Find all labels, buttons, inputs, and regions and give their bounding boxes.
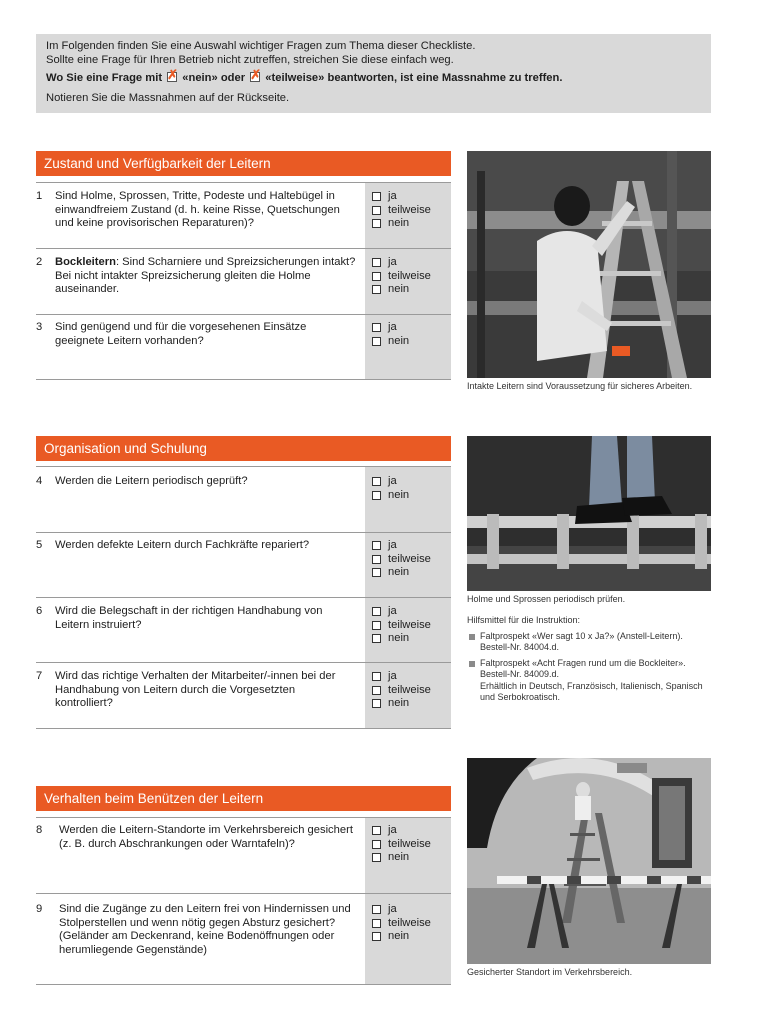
question-number: 3: [36, 321, 43, 333]
option-label: nein: [388, 566, 410, 579]
checkbox[interactable]: [372, 477, 381, 486]
answer-options-7: [372, 670, 431, 711]
question-number: 2: [36, 256, 43, 268]
question-text: Wird das richtige Verhalten der Mitarbeiter/-innen bei der Handhabung von Leitern durch die Vorgesetzten kontrolliert?: [55, 670, 336, 710]
question-text: [55, 256, 356, 297]
divider: [36, 817, 451, 818]
photo-ladder-inspection-image: [467, 436, 711, 591]
option-ja[interactable]: [372, 605, 431, 619]
divider: [36, 728, 451, 729]
hilfsmittel-item-2-line-3: Erhältlich in Deutsch, Französisch, Italienisch, Spanisch und Serbokroatisch.: [480, 680, 703, 702]
answer-options-4: [372, 475, 409, 502]
caption-photo-2: Holme und Sprossen periodisch prüfen.: [467, 594, 626, 604]
option-label: teilweise: [388, 269, 431, 282]
question-number: 1: [36, 190, 43, 202]
question-text: Sind Holme, Sprossen, Tritte, Podeste und Haltebügel in einwandfreiem Zustand (d. h. keine Risse, Quetschungen und keine provisorischen Reparaturen)?: [55, 190, 340, 230]
photo-ladder-worker: [467, 151, 711, 378]
option-label: ja: [388, 670, 397, 682]
photo-ladder-worker-image: [467, 151, 711, 378]
cross-mark-icon: ✗: [167, 67, 179, 82]
option-ja[interactable]: [372, 539, 431, 553]
question-text: Sind genügend und für die vorgesehenen Einsätze geeignete Leitern vorhanden?: [55, 321, 307, 347]
hilfsmittel-item-1-line-2: Bestell-Nr. 84004.d.: [480, 642, 560, 652]
option-nein[interactable]: [372, 697, 431, 711]
question-number: 4: [36, 475, 43, 487]
bullet-square-icon: [469, 661, 475, 667]
divider: [36, 597, 451, 598]
option-label: teilweise: [388, 683, 431, 696]
option-label: nein: [388, 930, 410, 943]
option-ja[interactable]: [372, 475, 409, 489]
intro-line-1: Im Folgenden finden Sie eine Auswahl wichtiger Fragen zum Thema dieser Checkliste.: [46, 40, 476, 52]
option-teilweise[interactable]: [372, 553, 431, 567]
intro-line-4: Notieren Sie die Massnahmen auf der Rückseite.: [46, 92, 290, 104]
question-5: [36, 539, 356, 553]
checkbox[interactable]: [372, 192, 381, 201]
hilfsmittel-item-2-line-1: Faltprospekt «Acht Fragen rund um die Bockleiter».: [480, 657, 686, 668]
intro-instruction: [46, 67, 701, 85]
checkbox[interactable]: [372, 337, 381, 346]
intro-bold-c: «teilweise» beantworten, ist eine Massnahme zu treffen.: [265, 72, 563, 84]
checkbox[interactable]: [372, 285, 381, 294]
option-label: ja: [388, 824, 397, 836]
option-label: nein: [388, 488, 410, 501]
divider: [36, 893, 451, 894]
option-label: nein: [388, 632, 410, 645]
divider: [36, 466, 451, 467]
checkbox[interactable]: [372, 541, 381, 550]
divider: [36, 379, 451, 380]
option-nein[interactable]: [372, 283, 431, 297]
answer-options-2: [372, 256, 431, 297]
question-bold-term: Bockleitern: [55, 256, 116, 268]
option-nein[interactable]: [372, 335, 409, 349]
photo-secured-ladder-street: [467, 758, 711, 964]
option-teilweise[interactable]: [372, 838, 431, 852]
option-label: teilweise: [388, 618, 431, 631]
section-header-organisation: Organisation und Schulung: [36, 436, 451, 461]
option-label: teilweise: [388, 552, 431, 565]
option-nein[interactable]: [372, 489, 409, 503]
question-1: [36, 190, 356, 231]
question-text: Sind die Zugänge zu den Leitern frei von Hindernissen und Stolperstellen und wenn nötig gegen Absturz gesichert? (Geländer am Deckenrand, keine Bodenöffnungen oder herumliegende Gegenstände): [59, 903, 351, 956]
question-text: Werden die Leitern-Standorte im Verkehrsbereich gesichert (z. B. durch Abschrankungen oder Warntafeln)?: [59, 824, 353, 850]
option-nein[interactable]: [372, 632, 431, 646]
crossed-checkbox-icon: [250, 67, 262, 82]
question-3: [36, 321, 356, 348]
checkbox[interactable]: [372, 272, 381, 281]
option-ja[interactable]: [372, 256, 431, 270]
checkbox[interactable]: [372, 826, 381, 835]
option-label: teilweise: [388, 837, 431, 850]
option-label: ja: [388, 605, 397, 617]
checkbox[interactable]: [372, 853, 381, 862]
hilfsmittel-item-1-line-1: Faltprospekt «Wer sagt 10 x Ja?» (Anstell-Leitern).: [480, 630, 683, 641]
answer-options-8: [372, 824, 431, 865]
divider: [36, 248, 451, 249]
checkbox[interactable]: [372, 607, 381, 616]
option-label: ja: [388, 539, 397, 551]
option-label: ja: [388, 256, 397, 268]
option-label: nein: [388, 334, 410, 347]
question-text: Werden defekte Leitern durch Fachkräfte repariert?: [55, 539, 310, 551]
question-7: [36, 670, 356, 711]
question-text-rest: : Sind Scharniere und Spreizsicherungen intakt? Bei nicht intakter Spreizsicherung gleiten die Holme auseinander.: [55, 256, 356, 296]
question-text: Werden die Leitern periodisch geprüft?: [55, 475, 248, 487]
checkbox[interactable]: [372, 258, 381, 267]
hilfsmittel-item-1: [467, 631, 717, 654]
answer-options-5: [372, 539, 431, 580]
hilfsmittel-heading: Hilfsmittel für die Instruktion:: [467, 615, 581, 625]
option-nein[interactable]: [372, 217, 431, 231]
option-nein[interactable]: [372, 566, 431, 580]
option-label: ja: [388, 321, 397, 333]
crossed-checkbox-icon: [167, 67, 179, 82]
question-number: 6: [36, 605, 43, 617]
divider: [36, 182, 451, 183]
option-ja[interactable]: [372, 903, 431, 917]
divider: [36, 532, 451, 533]
option-ja[interactable]: [372, 824, 431, 838]
checkbox[interactable]: [372, 568, 381, 577]
cross-mark-icon: ✗: [250, 67, 262, 82]
photo-ladder-inspection: [467, 436, 711, 591]
checkbox[interactable]: [372, 919, 381, 928]
question-6: [36, 605, 356, 632]
divider: [36, 984, 451, 985]
hilfsmittel-item-2: [467, 658, 717, 704]
question-4: [36, 475, 356, 489]
option-label: nein: [388, 283, 410, 296]
option-teilweise[interactable]: [372, 204, 431, 218]
intro-box: [36, 34, 711, 113]
option-label: nein: [388, 697, 410, 710]
checkbox[interactable]: [372, 699, 381, 708]
question-8: [36, 824, 356, 851]
option-teilweise[interactable]: [372, 270, 431, 284]
checkbox[interactable]: [372, 621, 381, 630]
bullet-square-icon: [469, 634, 475, 640]
section-header-verhalten: Verhalten beim Benützen der Leitern: [36, 786, 451, 811]
intro-bold-a: Wo Sie eine Frage mit: [46, 72, 163, 84]
question-number: 9: [36, 903, 43, 915]
question-2: [36, 256, 356, 297]
option-label: teilweise: [388, 916, 431, 929]
option-teilweise[interactable]: [372, 619, 431, 633]
checkbox[interactable]: [372, 672, 381, 681]
option-nein[interactable]: [372, 930, 431, 944]
option-ja[interactable]: [372, 321, 409, 335]
photo-secured-ladder-street-image: [467, 758, 711, 964]
option-teilweise[interactable]: [372, 684, 431, 698]
hilfsmittel-item-2-line-2: Bestell-Nr. 84009.d.: [480, 669, 560, 679]
question-text: Wird die Belegschaft in der richtigen Handhabung von Leitern instruiert?: [55, 605, 323, 631]
option-ja[interactable]: [372, 670, 431, 684]
checkbox[interactable]: [372, 555, 381, 564]
divider: [36, 662, 451, 663]
answer-options-9: [372, 903, 431, 944]
answer-options-3: [372, 321, 409, 348]
checkbox[interactable]: [372, 840, 381, 849]
option-label: ja: [388, 475, 397, 487]
question-number: 7: [36, 670, 43, 682]
option-teilweise[interactable]: [372, 917, 431, 931]
option-label: nein: [388, 851, 410, 864]
checkbox[interactable]: [372, 323, 381, 332]
checkbox[interactable]: [372, 634, 381, 643]
caption-photo-1: Intakte Leitern sind Voraussetzung für sicheres Arbeiten.: [467, 381, 693, 391]
question-number: 5: [36, 539, 43, 551]
section-header-zustand: Zustand und Verfügbarkeit der Leitern: [36, 151, 451, 176]
intro-line-2: Sollte eine Frage für Ihren Betrieb nicht zutreffen, streichen Sie diese einfach weg.: [46, 54, 454, 66]
checkbox[interactable]: [372, 686, 381, 695]
checkbox[interactable]: [372, 932, 381, 941]
answer-options-1: [372, 190, 431, 231]
option-label: nein: [388, 217, 410, 230]
answer-options-6: [372, 605, 431, 646]
checkbox[interactable]: [372, 219, 381, 228]
hilfsmittel-block: [467, 615, 717, 704]
caption-photo-3: Gesicherter Standort im Verkehrsbereich.: [467, 967, 633, 977]
option-ja[interactable]: [372, 190, 431, 204]
divider: [36, 314, 451, 315]
option-nein[interactable]: [372, 851, 431, 865]
checkbox[interactable]: [372, 491, 381, 500]
intro-bold-b: «nein» oder: [182, 72, 246, 84]
option-label: ja: [388, 903, 397, 915]
checkbox[interactable]: [372, 905, 381, 914]
question-number: 8: [36, 824, 43, 836]
checkbox[interactable]: [372, 206, 381, 215]
option-label: teilweise: [388, 203, 431, 216]
question-9: [36, 903, 356, 957]
option-label: ja: [388, 190, 397, 202]
